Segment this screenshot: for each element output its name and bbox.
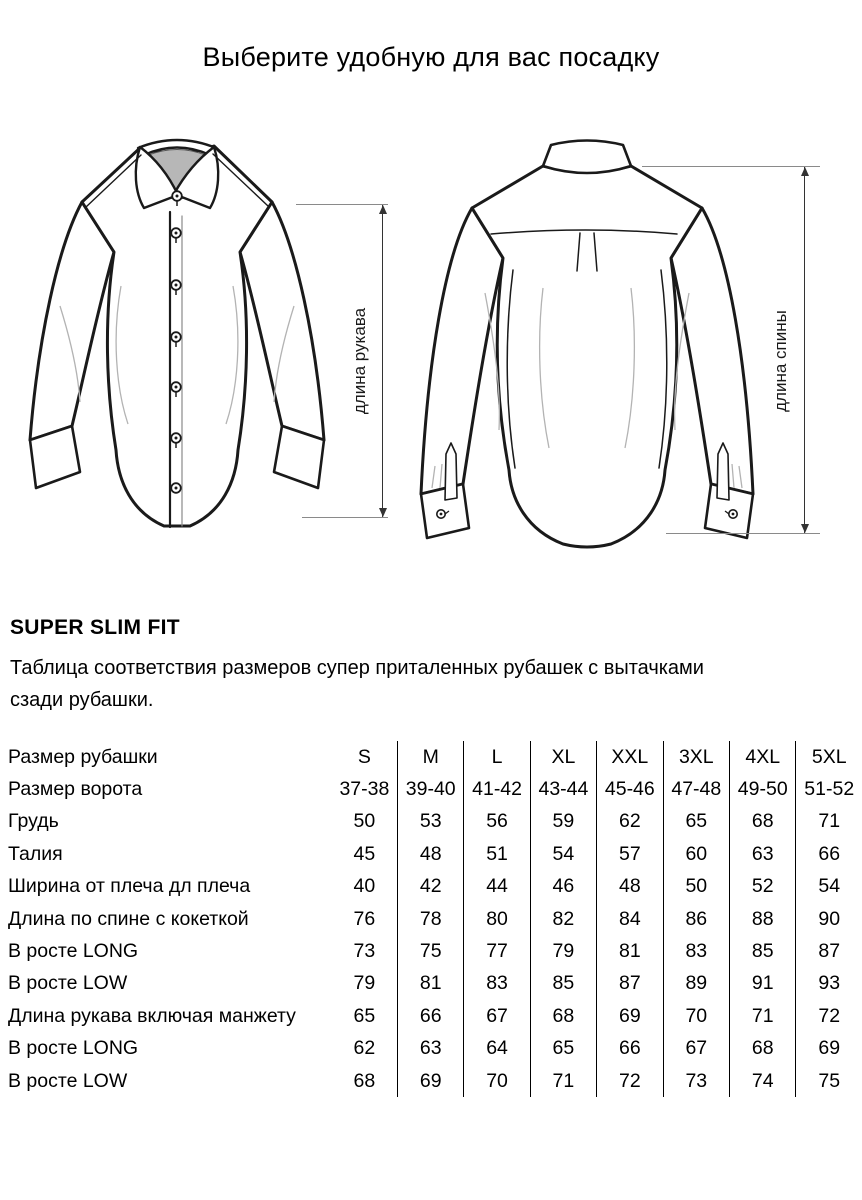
size-cell: 50	[353, 810, 376, 833]
size-cell: 68	[730, 1033, 796, 1065]
size-cell: 83	[464, 968, 530, 1000]
size-cell: M	[398, 741, 464, 773]
size-cell: 79	[353, 972, 376, 995]
size-cell: 75	[796, 1065, 862, 1097]
row-label: Размер ворота	[8, 778, 143, 801]
size-cell: 45	[353, 842, 376, 865]
size-cell: 62	[353, 1037, 376, 1060]
table-row	[8, 1065, 862, 1097]
table-row	[8, 838, 862, 870]
size-cell: 70	[663, 1000, 729, 1032]
size-cell: 49-50	[730, 773, 796, 805]
dimension-line	[382, 205, 383, 517]
size-cell: 87	[597, 968, 663, 1000]
page-title: Выберите удобную для вас посадку	[202, 42, 660, 72]
table-row	[8, 773, 862, 805]
table-row	[8, 871, 862, 903]
size-cell: 45-46	[597, 773, 663, 805]
size-cell: 44	[464, 871, 530, 903]
size-cell: S	[357, 745, 371, 768]
arrow-down-icon	[801, 524, 809, 533]
dimension-line	[804, 167, 805, 533]
size-cell: 3XL	[663, 741, 729, 773]
size-cell: 51	[464, 838, 530, 870]
size-cell: 57	[597, 838, 663, 870]
size-cell: XL	[530, 741, 596, 773]
row-label: В росте LOW	[8, 1069, 128, 1092]
fit-description-line: Таблица соответствия размеров супер приталенных рубашек с вытачками	[10, 657, 704, 679]
size-cell: 65	[353, 1004, 376, 1027]
size-cell: 48	[597, 871, 663, 903]
size-cell: 74	[730, 1065, 796, 1097]
size-cell: 91	[730, 968, 796, 1000]
table-row	[8, 968, 862, 1000]
table-row	[8, 806, 862, 838]
size-cell: 51-52	[796, 773, 862, 805]
size-cell: 66	[796, 838, 862, 870]
size-cell: 83	[663, 935, 729, 967]
size-cell: 5XL	[796, 741, 862, 773]
arrow-down-icon	[379, 508, 387, 517]
size-cell: 81	[597, 935, 663, 967]
size-cell: 37-38	[339, 778, 390, 801]
size-cell: 68	[530, 1000, 596, 1032]
front-right-sleeve	[240, 202, 324, 440]
size-cell: XXL	[597, 741, 663, 773]
size-cell: 72	[796, 1000, 862, 1032]
fit-heading: SUPER SLIM FIT	[10, 616, 180, 639]
row-label: В росте LONG	[8, 1037, 139, 1060]
dimension-extension-line	[642, 166, 820, 167]
shirt-front-drawing	[20, 126, 340, 554]
size-cell: 85	[730, 935, 796, 967]
size-cell: 79	[530, 935, 596, 967]
size-cell: 54	[530, 838, 596, 870]
size-cell: 71	[796, 806, 862, 838]
size-cell: 56	[464, 806, 530, 838]
arrow-up-icon	[379, 205, 387, 214]
back-right-sleeve	[671, 208, 753, 494]
table-row	[8, 1033, 862, 1065]
back-collar	[543, 141, 631, 174]
row-label: В росте LONG	[8, 940, 139, 963]
back-left-sleeve-placket	[445, 443, 457, 500]
row-label: Грудь	[8, 810, 59, 833]
front-left-sleeve	[30, 202, 114, 440]
size-cell: 52	[730, 871, 796, 903]
size-cell: 87	[796, 935, 862, 967]
size-cell: 72	[597, 1065, 663, 1097]
size-cell: 43-44	[530, 773, 596, 805]
size-cell: 68	[353, 1069, 376, 1092]
table-row	[8, 903, 862, 935]
size-cell: 65	[663, 806, 729, 838]
size-cell: 73	[353, 940, 376, 963]
size-cell: 90	[796, 903, 862, 935]
size-cell: 62	[597, 806, 663, 838]
size-cell: 78	[398, 903, 464, 935]
size-cell: 68	[730, 806, 796, 838]
row-label: Длина по спине с кокеткой	[8, 907, 249, 930]
size-cell: 48	[398, 838, 464, 870]
shirt-back-drawing	[415, 138, 765, 560]
size-cell: 67	[663, 1033, 729, 1065]
size-cell: 81	[398, 968, 464, 1000]
row-label: Ширина от плеча дл плеча	[8, 875, 251, 898]
table-row	[8, 935, 862, 967]
row-label: Размер рубашки	[8, 745, 158, 768]
dimension-extension-line	[296, 204, 388, 205]
size-cell: 82	[530, 903, 596, 935]
size-cell: L	[464, 741, 530, 773]
size-table	[8, 741, 862, 1097]
size-cell: 63	[730, 838, 796, 870]
size-cell: 54	[796, 871, 862, 903]
size-cell: 4XL	[730, 741, 796, 773]
size-cell: 93	[796, 968, 862, 1000]
row-label: Талия	[8, 842, 63, 865]
back-right-sleeve-placket	[717, 443, 729, 500]
size-cell: 84	[597, 903, 663, 935]
size-cell: 69	[597, 1000, 663, 1032]
size-cell: 70	[464, 1065, 530, 1097]
dimension-extension-line	[302, 517, 388, 518]
size-cell: 80	[464, 903, 530, 935]
size-cell: 85	[530, 968, 596, 1000]
size-cell: 88	[730, 903, 796, 935]
size-cell: 39-40	[398, 773, 464, 805]
size-cell: 66	[398, 1000, 464, 1032]
size-cell: 77	[464, 935, 530, 967]
fit-description-line: сзади рубашки.	[10, 689, 154, 711]
size-cell: 73	[663, 1065, 729, 1097]
back-left-sleeve	[421, 208, 503, 494]
size-cell: 76	[353, 907, 376, 930]
size-cell: 69	[796, 1033, 862, 1065]
size-cell: 66	[597, 1033, 663, 1065]
size-cell: 71	[730, 1000, 796, 1032]
arrow-up-icon	[801, 167, 809, 176]
row-label: Длина рукава включая манжету	[8, 1004, 296, 1027]
fit-description	[10, 652, 830, 716]
size-cell: 89	[663, 968, 729, 1000]
size-cell: 64	[464, 1033, 530, 1065]
back-length-label: длина спины	[771, 310, 790, 412]
size-cell: 71	[530, 1065, 596, 1097]
size-cell: 46	[530, 871, 596, 903]
size-cell: 59	[530, 806, 596, 838]
size-cell: 47-48	[663, 773, 729, 805]
row-label: В росте LOW	[8, 972, 128, 995]
dimension-extension-line	[666, 533, 820, 534]
size-cell: 53	[398, 806, 464, 838]
table-row	[8, 1000, 862, 1032]
table-row	[8, 741, 862, 773]
size-cell: 50	[663, 871, 729, 903]
size-cell: 75	[398, 935, 464, 967]
size-cell: 69	[398, 1065, 464, 1097]
size-cell: 60	[663, 838, 729, 870]
size-cell: 41-42	[464, 773, 530, 805]
sleeve-length-label: длина рукава	[350, 307, 369, 415]
size-cell: 63	[398, 1033, 464, 1065]
size-cell: 65	[530, 1033, 596, 1065]
size-cell: 40	[353, 875, 376, 898]
size-cell: 42	[398, 871, 464, 903]
size-cell: 86	[663, 903, 729, 935]
size-cell: 67	[464, 1000, 530, 1032]
